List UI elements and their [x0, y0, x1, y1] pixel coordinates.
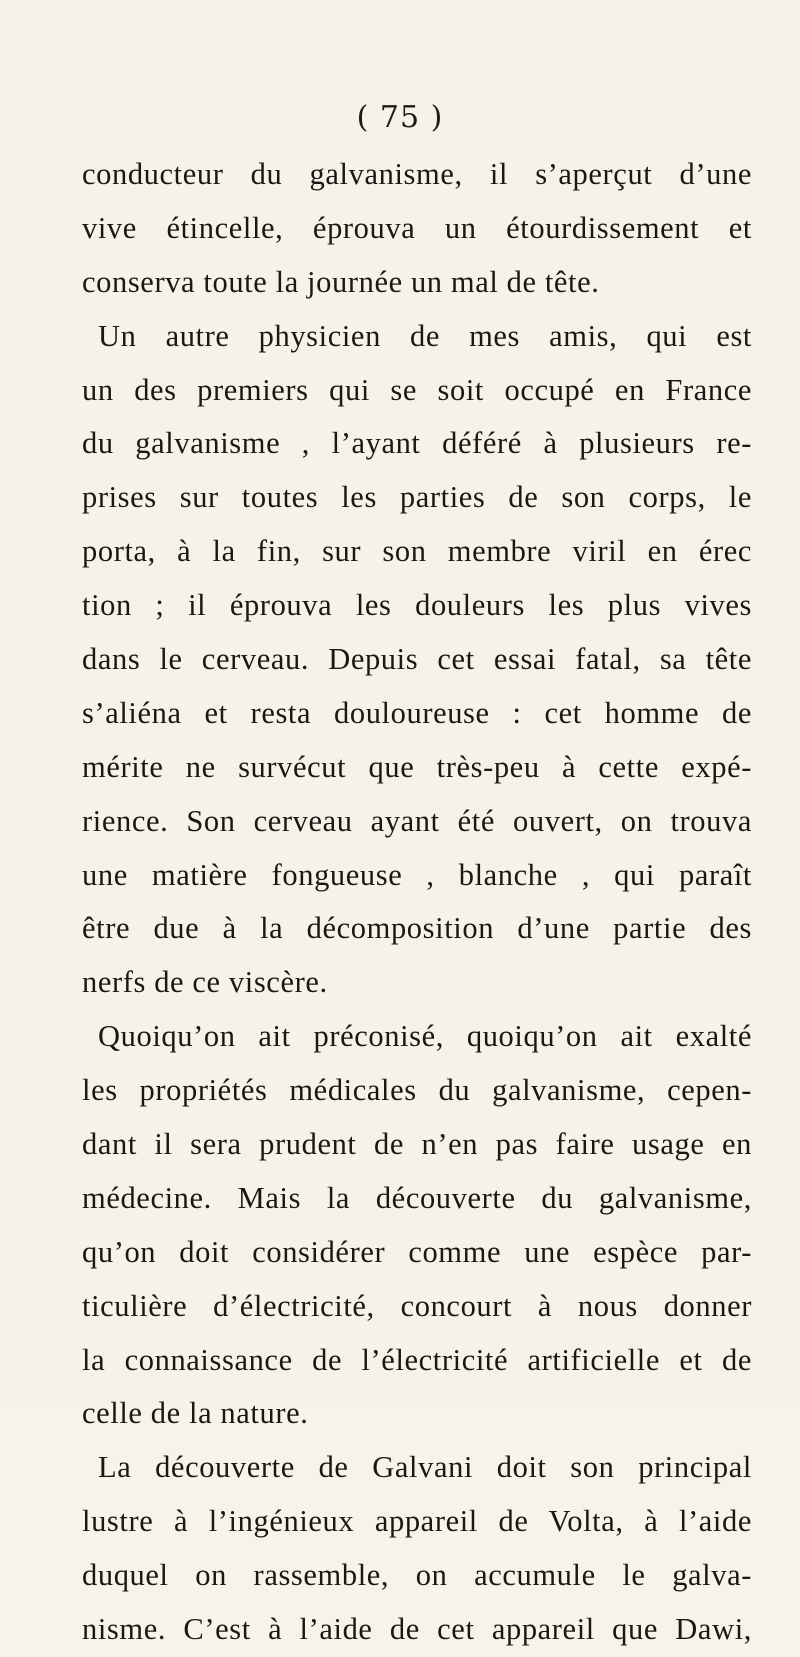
text-line: les propriétés médicales du galvanisme, cepen- [82, 1073, 752, 1108]
text-line: La découverte de Galvani doit son principal [98, 1450, 752, 1485]
text-line: dant il sera prudent de n’en pas faire usage en [82, 1127, 752, 1162]
text-line: Un autre physicien de mes amis, qui est [98, 318, 752, 353]
text-line: celle de la nature. [82, 1396, 309, 1431]
text-line: du galvanisme , l’ayant déféré à plusieurs re- [82, 426, 752, 461]
text-line: conducteur du galvanisme, il s’aperçut d’une [82, 157, 752, 191]
text-line: une matière fongueuse , blanche , qui paraît [82, 857, 752, 892]
text-line: s’aliéna et resta douloureuse : cet homme de [82, 695, 752, 730]
text-line: un des premiers qui se soit occupé en France [82, 372, 752, 407]
text-line: médecine. Mais la découverte du galvanisme, [82, 1180, 752, 1215]
text-line: prises sur toutes les parties de son corps, le [82, 480, 752, 515]
text-line: tion ; il éprouva les douleurs les plus vives [82, 588, 752, 623]
text-line: qu’on doit considérer comme une espèce par- [82, 1234, 752, 1269]
text-line: lustre à l’ingénieux appareil de Volta, à l’aide [82, 1504, 752, 1539]
text-line: vive étincelle, éprouva un étourdissement et [82, 210, 752, 245]
text-line: être due à la décomposition d’une partie des [82, 911, 752, 946]
page-number: ( 75 ) [356, 100, 444, 135]
text-line: dans le cerveau. Depuis cet essai fatal, sa tête [82, 642, 752, 677]
text-line: conserva toute la journée un mal de tête. [82, 264, 600, 299]
text-line: porta, à la fin, sur son membre viril en érec [82, 534, 752, 569]
text-line: nerfs de ce viscère. [82, 965, 328, 1000]
text-line: mérite ne survécut que très-peu à cette expé- [82, 749, 752, 784]
text-line: nisme. C’est à l’aide de cet appareil que Dawi, [82, 1612, 752, 1647]
text-line: Quoiqu’on ait préconisé, quoiqu’on ait exalté [98, 1019, 752, 1054]
text-line: rience. Son cerveau ayant été ouvert, on trouva [82, 803, 752, 838]
body-text [82, 148, 752, 1657]
text-line: la connaissance de l’électricité artificielle et de [82, 1342, 752, 1377]
text-line: duquel on rassemble, on accumule le galva- [82, 1558, 752, 1593]
text-line: ticulière d’électricité, concourt à nous donner [82, 1288, 752, 1323]
